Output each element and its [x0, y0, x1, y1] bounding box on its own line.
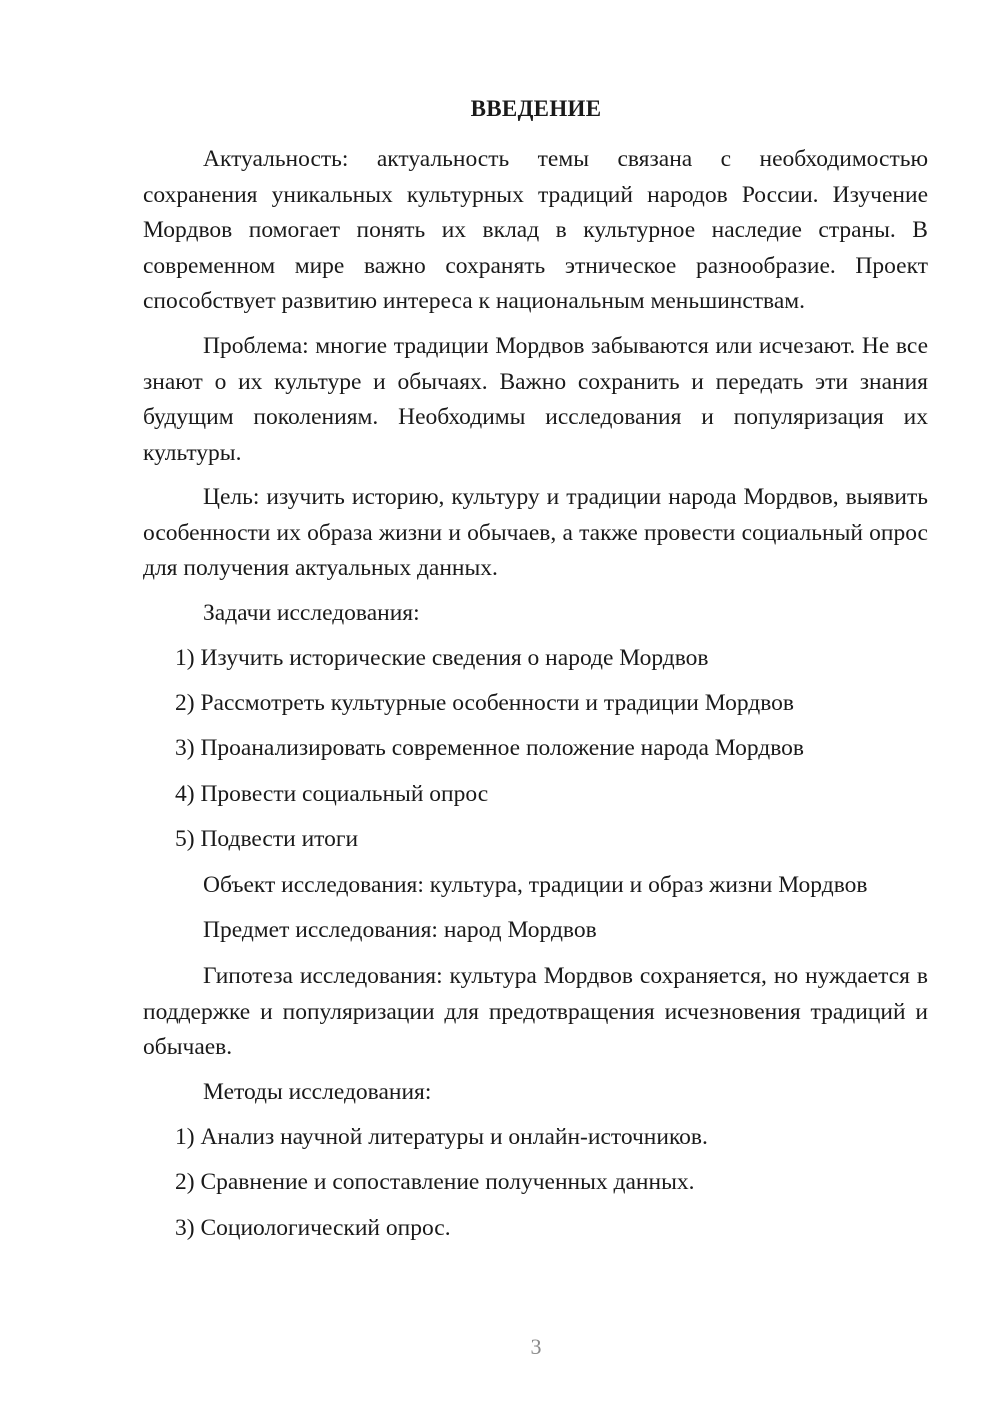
page-number: 3 [530, 1334, 542, 1359]
problem-paragraph: Проблема: многие традиции Мордвов забываются или исчезают. Не все знают о их культуре и обычаях. Важно сохранить и передать эти знания будущим поколениям. Необходимы исследования и популяризация их культуры. [143, 333, 928, 466]
method-item: 1) Анализ научной литературы и онлайн-источников. [175, 1124, 708, 1150]
hypothesis-paragraph: Гипотеза исследования: культура Мордвов сохраняется, но нуждается в поддержке и популяризации для предотвращения исчезновения традиций и обычаев. [143, 963, 928, 1060]
page-title: ВВЕДЕНИЕ [470, 96, 602, 121]
subject-line: Предмет исследования: народ Мордвов [203, 917, 597, 943]
tasks-heading: Задачи исследования: [203, 600, 420, 626]
methods-heading: Методы исследования: [203, 1079, 432, 1105]
object-line: Объект исследования: культура, традиции и образ жизни Мордвов [203, 872, 868, 898]
method-item: 2) Сравнение и сопоставление полученных данных. [175, 1169, 695, 1195]
task-item: 2) Рассмотреть культурные особенности и традиции Мордвов [175, 690, 794, 716]
task-item: 5) Подвести итоги [175, 826, 359, 852]
relevance-paragraph: Актуальность: актуальность темы связана с необходимостью сохранения уникальных культурных традиций народов России. Изучение Мордвов помогает понять их вклад в культурное наследие страны. В современном мире важно сохранять этническое разнообразие. Проект способствует развитию интереса к национальным меньшинствам. [143, 146, 928, 314]
goal-paragraph: Цель: изучить историю, культуру и традиции народа Мордвов, выявить особенности их образа жизни и обычаев, а также провести социальный опрос для получения актуальных данных. [143, 484, 928, 581]
task-item: 3) Проанализировать современное положение народа Мордвов [175, 735, 805, 761]
task-item: 1) Изучить исторические сведения о народе Мордвов [175, 645, 709, 671]
method-item: 3) Социологический опрос. [175, 1215, 451, 1241]
task-item: 4) Провести социальный опрос [175, 781, 489, 807]
